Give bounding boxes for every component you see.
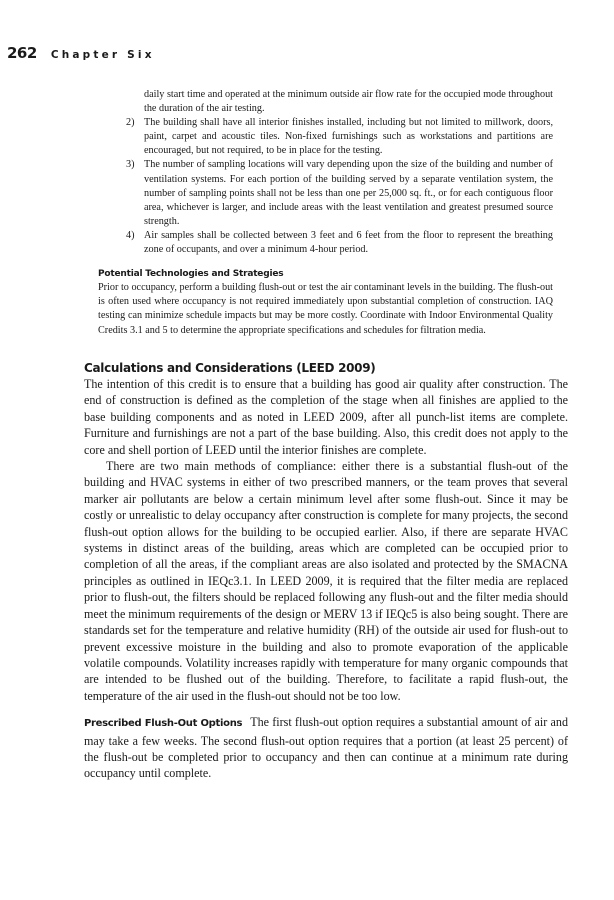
body-paragraph xyxy=(84,714,568,782)
run-in-text: The first flush-out option requires a substantial amount of air and may take a few weeks. The second flush-out option requires that a portion (at least 25 percent) of the flush-out be completed prior to occupancy and then can continue at a minimum rate during occupancy until complete. xyxy=(84,715,568,781)
list-item-number: 4) xyxy=(126,229,135,241)
body-paragraph: There are two main methods of compliance: either there is a substantial flush-out of the building and HVAC systems in either of two prescribed manners, or the team proves that several marker air pollutants are below a certain minimum level after some flush-out. Since it may be costly or unrealistic to delay occupancy after construction is complete for many projects, the second flush-out option allows for the building to be occupied earlier. Also, if there are separate HVAC systems in distinct areas of the building, areas which are completed can be occupied prior to completion of all the areas, if the compliant areas are also isolated and protected by the SMACNA principles as outlined in IEQc3.1. In LEED 2009, it is required that the filter media are replaced prior to flush-out, the filters should be replaced following any flush-out and the filter media should meet the minimum requirements of the design or MERV 13 if IEQc5 is also being sought. There are standards set for the temperature and relative humidity (RH) of the outside air used for flush-out to prevent excessive moisture in the building and also to promote evaporation of the applicable volatile compounds. Volatility increases rapidly with temperature for many organic compounds that are intended to be flushed out of the building. Therefore, to facilitate a rapid flush-out, the temperature of the air used in the flush-out should not be too low. xyxy=(84,459,568,703)
chapter-title: Chapter Six xyxy=(50,49,155,61)
subheading: Potential Technologies and Strategies xyxy=(98,269,284,280)
list-item-continuation: daily start time and operated at the minimum outside air flow rate for the occupied mode throughout the duration of the air testing. xyxy=(144,89,553,115)
list-item-number: 2) xyxy=(126,117,135,129)
list-item-text: The building shall have all interior finishes installed, including but not limited to millwork, doors, paint, carpet and acoustic tiles. Non-fixed furnishings such as workstations and partitions are encouraged, but not required, to be in place for the testing. xyxy=(144,117,553,157)
list-item-number: 3) xyxy=(126,159,135,171)
list-item-text: Air samples shall be collected between 3 feet and 6 feet from the floor to represent the breathing zone of occupants, and over a minimum 4-hour period. xyxy=(144,229,553,256)
running-header xyxy=(7,44,155,63)
list-item-text: The number of sampling locations will vary depending upon the size of the building and number of ventilation systems. For each portion of the building served by a separate ventilation system, the number of sampling points shall not be less than one per 25,000 sq. ft., or for each contiguous floor area, whichever is larger, and include areas with the least ventilation and greatest presumed source strength. xyxy=(144,159,553,227)
page-number: 262 xyxy=(7,44,37,62)
strategies-paragraph: Prior to occupancy, perform a building flush-out or test the air contaminant levels in the building. The flush-out is often used where occupancy is not required immediately upon substantial completion of construction. IAQ testing can minimize schedule impacts but may be more costly. Coordinate with Indoor Environmental Quality Credits 3.1 and 5 to determine the appropriate specifications and schedules for filtration media. xyxy=(98,282,553,336)
list-item xyxy=(98,158,553,228)
sidebar-requirements-block xyxy=(98,88,553,338)
body-paragraph: The intention of this credit is to ensure that a building has good air quality after construction. The end of construction is defined as the completion of the stage when all finishes are applied to the base building components and as noted in LEED 2009, after all punch-list items are complete. Furniture and furnishings are not a part of the base building. Also, this credit does not apply to the core and shell portion of LEED until the interior finishes are complete. xyxy=(84,377,568,457)
section-heading: Calculations and Considerations (LEED 2009) xyxy=(84,361,376,375)
list-item xyxy=(98,116,553,158)
run-in-heading: Prescribed Flush-Out Options xyxy=(84,718,243,730)
main-body xyxy=(84,360,568,782)
list-item xyxy=(98,229,553,257)
